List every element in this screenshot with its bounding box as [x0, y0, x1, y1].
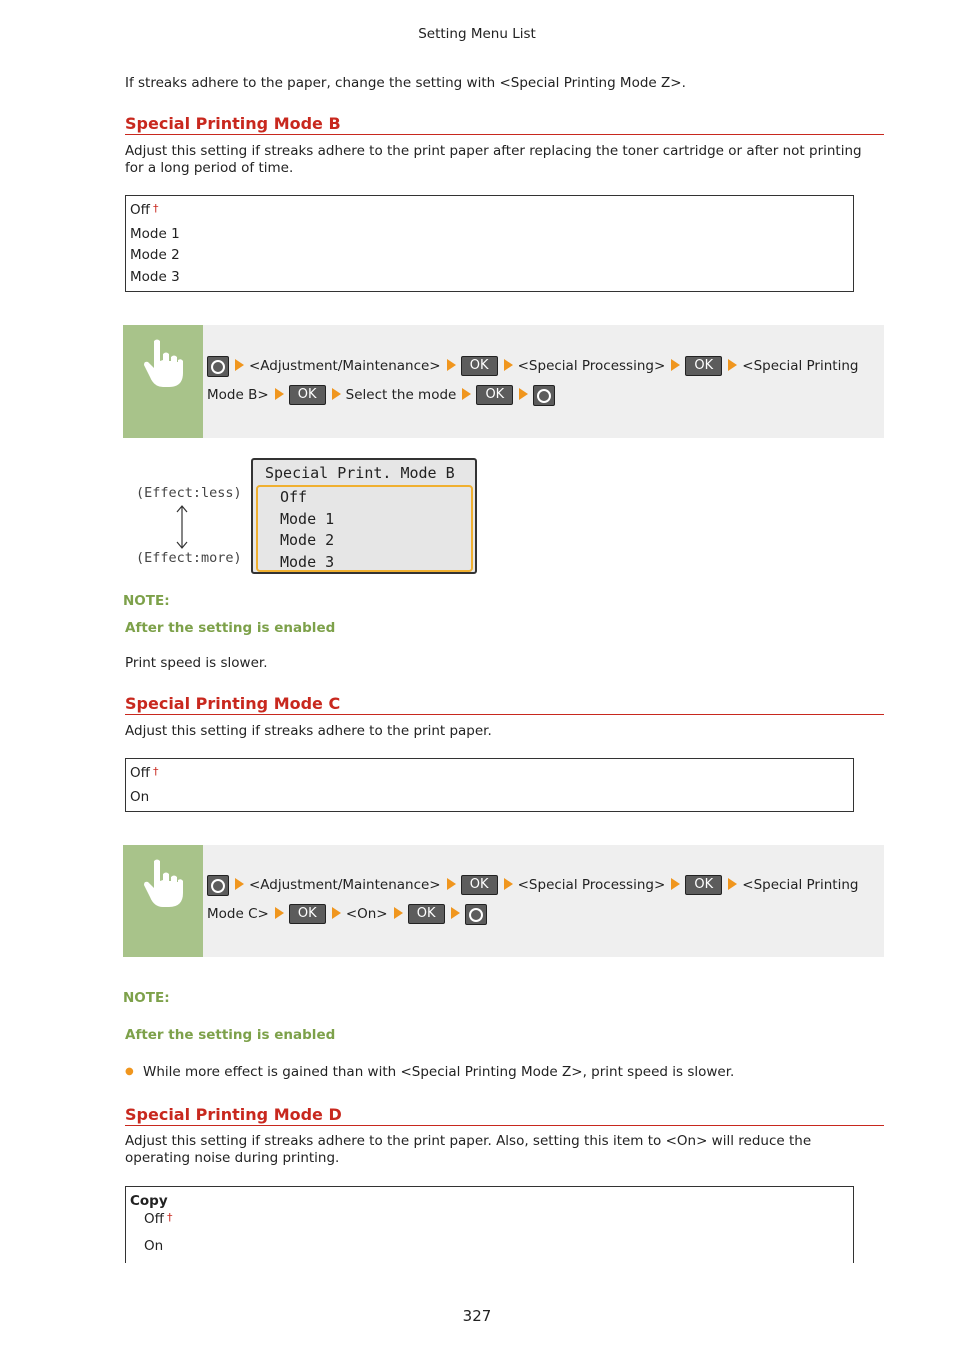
effect-more-label: (Effect:more) — [136, 550, 242, 566]
arrow-icon — [519, 388, 528, 400]
arrow-icon — [447, 359, 456, 371]
note-label: NOTE: — [123, 990, 170, 1006]
procedure-side — [123, 845, 203, 957]
arrow-icon — [332, 388, 341, 400]
arrow-icon — [728, 359, 737, 371]
effect-less-label: (Effect:less) — [136, 485, 242, 501]
arrow-icon — [451, 907, 460, 919]
lcd-item: Mode 3 — [280, 553, 335, 571]
procedure-box-mode-b — [123, 325, 884, 438]
step-value: <On> — [345, 906, 388, 922]
option-off: Off † — [144, 1211, 173, 1227]
procedure-steps-mode-c — [207, 871, 879, 929]
procedure-side — [123, 325, 203, 438]
option-on: On — [144, 1238, 164, 1254]
note-label: NOTE: — [123, 593, 170, 609]
procedure-box-mode-c — [123, 845, 884, 957]
hand-pointer-icon — [139, 337, 185, 389]
hand-pointer-icon — [139, 857, 185, 909]
page-number: 327 — [462, 1307, 492, 1325]
home-icon — [207, 356, 229, 377]
options-box-mode-d — [125, 1186, 854, 1263]
step-target-2: Mode C> — [207, 906, 269, 922]
arrow-icon — [275, 388, 284, 400]
section-title-mode-c: Special Printing Mode C — [125, 694, 884, 715]
section-title-mode-d: Special Printing Mode D — [125, 1105, 884, 1126]
bullet-icon: ● — [125, 1066, 134, 1077]
note-heading: After the setting is enabled — [125, 620, 336, 636]
step-menu: <Adjustment/Maintenance> — [249, 358, 441, 374]
arrow-icon — [504, 359, 513, 371]
step-target-2: Mode B> — [207, 387, 269, 403]
section-title-mode-b: Special Printing Mode B — [125, 114, 884, 135]
ok-icon: OK — [461, 875, 498, 895]
lcd-item: Off — [280, 488, 308, 506]
lcd-item: Mode 2 — [280, 531, 335, 549]
arrow-icon — [332, 907, 341, 919]
options-box-mode-b — [125, 195, 854, 292]
ok-icon: OK — [289, 904, 326, 924]
default-mark: † — [152, 202, 159, 215]
arrow-icon — [504, 878, 513, 890]
intro-text: If streaks adhere to the paper, change the setting with <Special Printing Mode Z>. — [125, 75, 686, 91]
arrow-icon — [671, 878, 680, 890]
note-text: While more effect is gained than with <Special Printing Mode Z>, print speed is slower. — [143, 1064, 735, 1080]
lcd-selection — [256, 485, 473, 572]
lcd-title: Special Print. Mode B — [265, 464, 455, 482]
section-desc-mode-c: Adjust this setting if streaks adhere to the print paper. — [125, 723, 492, 739]
option-mode-3: Mode 3 — [130, 269, 180, 285]
step-proc: <Special Processing> — [517, 877, 666, 893]
option-on: On — [130, 789, 150, 805]
home-icon — [533, 385, 555, 406]
step-target: <Special Printing — [742, 877, 859, 893]
arrow-icon — [447, 878, 456, 890]
default-mark: † — [152, 765, 159, 778]
double-arrow-icon — [175, 504, 189, 550]
section-desc-mode-b: Adjust this setting if streaks adhere to the print paper after replacing the toner cartridge or after not printing for a long period of time. — [125, 143, 862, 176]
ok-icon: OK — [685, 356, 722, 376]
arrow-icon — [462, 388, 471, 400]
arrow-icon — [671, 359, 680, 371]
ok-icon: OK — [408, 904, 445, 924]
ok-icon: OK — [289, 385, 326, 405]
options-box-mode-c — [125, 758, 854, 812]
option-mode-2: Mode 2 — [130, 247, 180, 263]
procedure-steps-mode-b — [207, 352, 879, 410]
lcd-item: Mode 1 — [280, 510, 335, 528]
default-mark: † — [166, 1211, 173, 1224]
arrow-icon — [235, 878, 244, 890]
step-menu: <Adjustment/Maintenance> — [249, 877, 441, 893]
note-text: Print speed is slower. — [125, 655, 268, 671]
step-target: <Special Printing — [742, 358, 859, 374]
option-off: Off † — [130, 202, 159, 218]
page-header: Setting Menu List — [418, 26, 536, 42]
arrow-icon — [235, 359, 244, 371]
lcd-screen — [251, 458, 477, 574]
group-label: Copy — [130, 1193, 168, 1209]
step-proc: <Special Processing> — [517, 358, 666, 374]
ok-icon: OK — [461, 356, 498, 376]
ok-icon: OK — [685, 875, 722, 895]
option-mode-1: Mode 1 — [130, 226, 180, 242]
arrow-icon — [728, 878, 737, 890]
note-heading: After the setting is enabled — [125, 1027, 336, 1043]
option-off: Off † — [130, 765, 159, 781]
ok-icon: OK — [476, 385, 513, 405]
section-desc-mode-d: Adjust this setting if streaks adhere to the print paper. Also, setting this item to <On> will reduce the operating noise during printing. — [125, 1133, 812, 1166]
arrow-icon — [394, 907, 403, 919]
home-icon — [465, 904, 487, 925]
home-icon — [207, 875, 229, 896]
step-select: Select the mode — [345, 387, 457, 403]
arrow-icon — [275, 907, 284, 919]
